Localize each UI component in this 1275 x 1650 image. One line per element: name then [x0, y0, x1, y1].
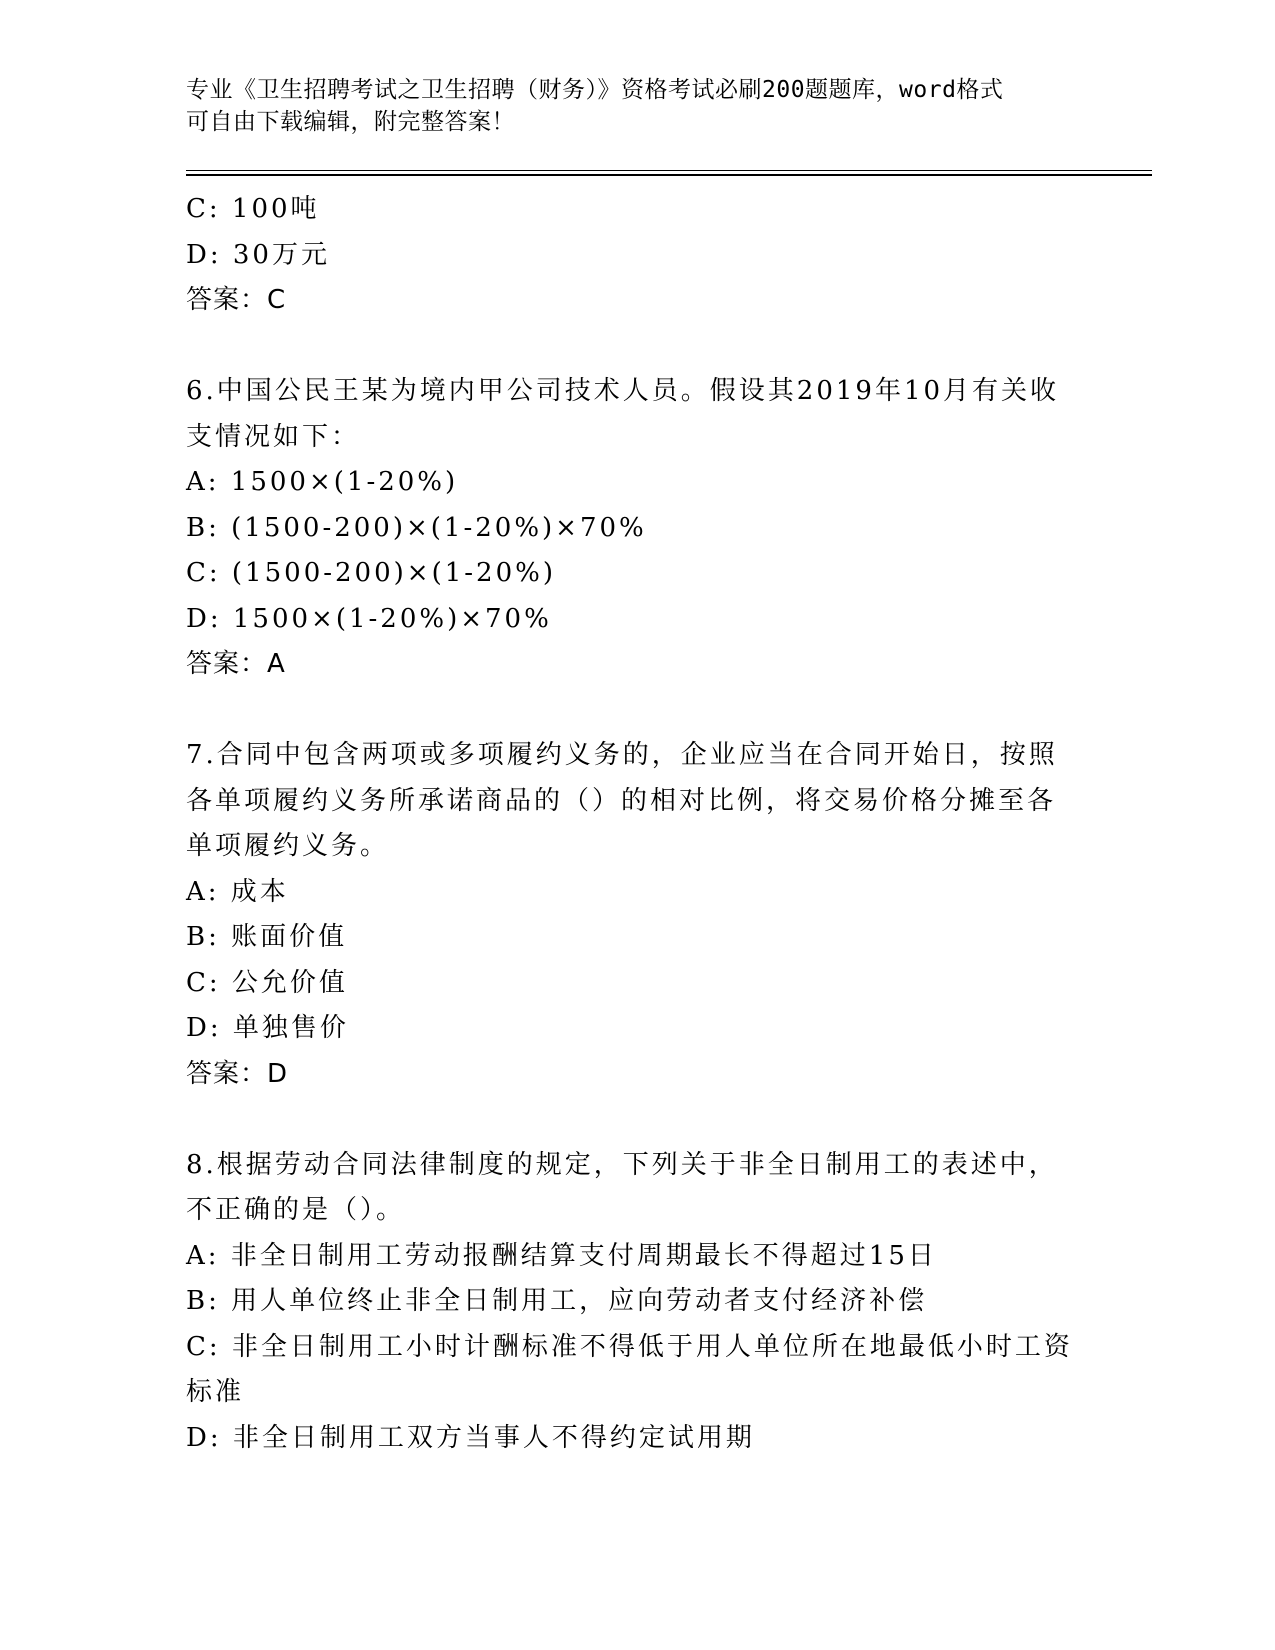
spacer	[186, 324, 1066, 370]
question-7	[186, 733, 1066, 1097]
option-c-continued: 标准	[186, 1377, 245, 1407]
question-5-tail	[186, 187, 1066, 324]
document-header	[186, 74, 1066, 138]
question-stem: 7.合同中包含两项或多项履约义务的，企业应当在合同开始日，按照	[186, 740, 1058, 770]
question-stem: 6.中国公民王某为境内甲公司技术人员。假设其2019年10月有关收	[186, 376, 1060, 406]
option-b: B: 用人单位终止非全日制用工，应向劳动者支付经济补偿	[186, 1286, 928, 1316]
header-divider-thick	[186, 174, 1152, 176]
header-title-line-2: 可自由下载编辑，附完整答案！	[186, 109, 515, 135]
question-stem-continued: 支情况如下：	[186, 421, 361, 452]
header-divider-thin	[186, 170, 1152, 171]
answer-label: 答案：D	[186, 1058, 289, 1089]
question-stem-continued: 单项履约义务。	[186, 831, 390, 861]
question-stem: 8.根据劳动合同法律制度的规定，下列关于非全日制用工的表述中，	[186, 1149, 1058, 1180]
option-d: D: 30万元	[186, 239, 330, 270]
spacer	[186, 1097, 1066, 1143]
option-d: D: 非全日制用工双方当事人不得约定试用期	[186, 1422, 755, 1453]
option-a: A: 成本	[186, 876, 289, 907]
option-b: B: 账面价值	[186, 922, 348, 952]
option-d: D: 1500×(1-20%)×70%	[186, 603, 552, 634]
question-stem-continued: 各单项履约义务所承诺商品的（）的相对比例，将交易价格分摊至各	[186, 785, 1057, 816]
option-c: C: 100吨	[186, 194, 320, 224]
answer-label: 答案：A	[186, 649, 286, 679]
option-a: A: 1500×(1-20%)	[186, 467, 459, 497]
option-c: C: 非全日制用工小时计酬标准不得低于用人单位所在地最低小时工资	[186, 1331, 1073, 1362]
option-c: C: (1500-200)×(1-20%)	[186, 558, 556, 588]
question-8	[186, 1143, 1073, 1462]
spacer	[186, 688, 1066, 734]
option-a: A: 非全日制用工劳动报酬结算支付周期最长不得超过15日	[186, 1240, 937, 1271]
question-list	[186, 187, 1073, 1461]
header-title-line-1: 专业《卫生招聘考试之卫生招聘（财务）》资格考试必刷200题题库，word格式	[186, 77, 1004, 103]
option-b: B: (1500-200)×(1-20%)×70%	[186, 512, 647, 543]
option-c: C: 公允价值	[186, 967, 348, 998]
option-d: D: 单独售价	[186, 1013, 349, 1043]
question-stem-continued: 不正确的是（）。	[186, 1195, 406, 1225]
question-6	[186, 369, 1066, 688]
answer-label: 答案：C	[186, 285, 287, 315]
